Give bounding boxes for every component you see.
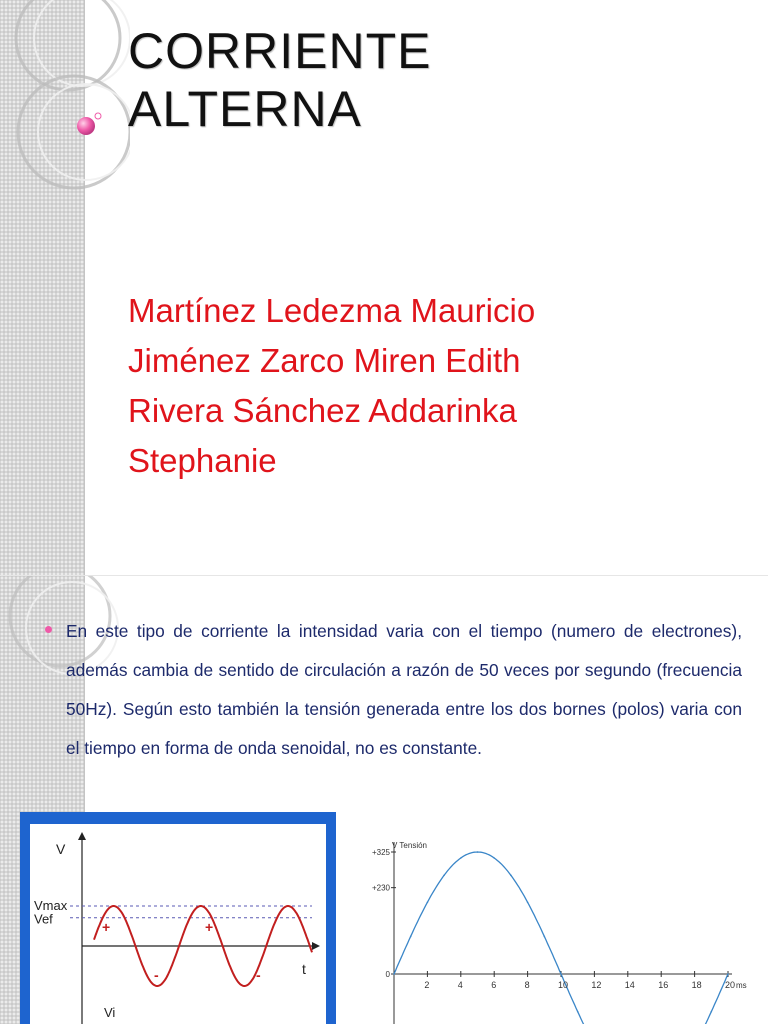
data-point (577, 1011, 579, 1013)
content-slide (0, 576, 768, 1024)
y-tick-label: +325 (371, 848, 390, 857)
data-point (727, 973, 729, 975)
data-point (460, 857, 462, 859)
ac-waveform-figure (20, 812, 336, 1024)
slide-title (128, 22, 431, 138)
tension-chart (356, 834, 768, 1024)
negative-half-label-2: - (256, 967, 261, 983)
data-point (427, 902, 429, 904)
author-2: Jiménez Zarco Miren Edith (128, 342, 521, 379)
data-point (527, 902, 529, 904)
x-tick-label: 4 (457, 980, 463, 990)
x-tick-label: 2 (424, 980, 430, 990)
chart-title: V Tensión (392, 841, 427, 850)
x-tick-label: 16 (658, 980, 669, 990)
x-unit-label: ms (736, 981, 747, 990)
tension-sine-wave (394, 852, 728, 1024)
tension-chart-figure (356, 834, 768, 1024)
x-tick-label: 8 (524, 980, 530, 990)
y-axis-label: V (56, 841, 66, 857)
positive-half-label-2: + (205, 919, 214, 935)
data-point (393, 973, 395, 975)
vi-label: Vi (104, 1005, 116, 1020)
negative-half-label-1: - (154, 967, 159, 983)
decorative-circles (0, 0, 130, 200)
vmax-label: Vmax (34, 898, 68, 913)
data-point (510, 874, 512, 876)
y-tick-label: +230 (371, 883, 390, 893)
pink-bead-icon (77, 117, 95, 135)
author-1: Martínez Ledezma Mauricio (128, 292, 536, 329)
author-3-continued: Stephanie (128, 442, 277, 479)
bullet-paragraph: En este tipo de corriente la intensidad varia con el tiempo (numero de electrones), además cambia de sentido de circulación a razón de 50 veces por segundo (frecuencia 50Hz). Según esto también la tensión generada entre los dos bornes (polos) varia con el tiempo en forma de onda senoidal, no es constante. (66, 621, 742, 758)
x-tick-label: 14 (624, 980, 635, 990)
data-point (544, 936, 546, 938)
data-point (443, 874, 445, 876)
x-tick-label: 6 (491, 980, 497, 990)
x-tick-label: 18 (691, 980, 702, 990)
x-tick-label: 10 (558, 980, 569, 990)
data-point (711, 1011, 713, 1013)
data-point (560, 973, 562, 975)
data-point (477, 851, 479, 853)
author-3: Rivera Sánchez Addarinka (128, 392, 517, 429)
title-line-1: CORRIENTE (128, 23, 432, 79)
x-tick-label: 12 (591, 980, 602, 990)
ac-waveform-chart (30, 824, 326, 1024)
vef-label: Vef (34, 911, 53, 927)
author-list (128, 286, 535, 486)
y-tick-label: 0 (385, 970, 390, 979)
x-tick-label: 20 (725, 980, 736, 990)
title-line-2: ALTERNA (128, 81, 362, 137)
positive-half-label-1: + (102, 919, 111, 935)
data-point (493, 857, 495, 859)
x-axis-label: t (302, 961, 306, 977)
bullet-icon (45, 626, 52, 633)
data-point (410, 936, 412, 938)
